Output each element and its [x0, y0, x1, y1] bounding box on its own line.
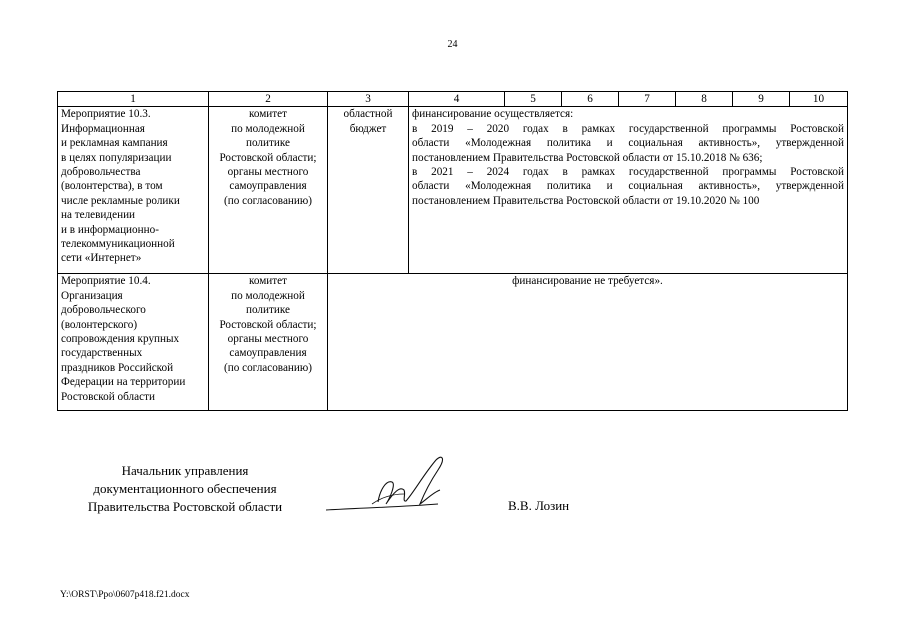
header-cell-7: 7	[619, 92, 676, 107]
activity-text: (волонтерства), в том	[61, 180, 163, 193]
activity-text: добровольчества	[61, 166, 141, 179]
activity-text: Федерации на территории	[61, 376, 186, 389]
header-cell-9: 9	[733, 92, 790, 107]
header-cell-1: 1	[58, 92, 209, 107]
financing-not-required-cell: финансирование не требуется».	[328, 274, 848, 411]
financing-text: области «Молодежная политика и социальная активность», утвержденной	[412, 137, 844, 150]
handwritten-signature	[320, 452, 470, 514]
financing-text: области «Молодежная политика и социальная активность», утвержденной	[412, 180, 844, 193]
executor-text: комитет	[248, 275, 288, 288]
financing-text: в 2019 – 2020 годах в рамках государственной программы Ростовской	[412, 122, 844, 135]
header-cell-10: 10	[790, 92, 848, 107]
position-line: документационного обеспечения	[93, 481, 277, 496]
header-cell-3: 3	[328, 92, 409, 107]
executor-text: самоуправления	[229, 347, 307, 360]
activity-text: праздников Российской	[61, 361, 174, 374]
activity-name-cell	[58, 107, 209, 274]
financing-text: в 2021 – 2024 годах в рамках государственной программы Ростовской	[412, 166, 844, 179]
financing-text: постановлением Правительства Ростовской области от 19.10.2020 № 100	[412, 194, 760, 207]
activity-text: на телевидении	[61, 209, 136, 222]
funding-source-cell	[328, 107, 409, 274]
position-line: Правительства Ростовской области	[87, 499, 283, 514]
financing-cell	[409, 107, 848, 274]
financing-text: постановлением Правительства Ростовской области от 15.10.2018 № 636;	[412, 151, 763, 164]
table-row	[58, 107, 848, 274]
program-table	[57, 91, 848, 411]
activity-text: сопровождения крупных	[61, 333, 180, 346]
executor-text: Ростовской области;	[219, 318, 317, 331]
signatory-position	[60, 462, 310, 516]
activity-text: государственных	[61, 347, 143, 360]
header-cell-5: 5	[505, 92, 562, 107]
executor-text: органы местного	[227, 166, 309, 179]
header-cell-8: 8	[676, 92, 733, 107]
header-cell-4: 4	[409, 92, 505, 107]
activity-text: (волонтерского)	[61, 318, 138, 331]
activity-text: телекоммуникационной	[61, 238, 175, 251]
activity-text: добровольческого	[61, 304, 146, 317]
activity-text: Мероприятие 10.4.	[61, 275, 151, 288]
table-row	[58, 274, 848, 411]
executor-text: по молодежной	[231, 289, 305, 302]
table-header-row	[58, 92, 848, 107]
activity-text: числе рекламные ролики	[61, 194, 180, 207]
page-number: 24	[447, 39, 458, 50]
activity-text: и в информационно-	[61, 223, 159, 236]
executor-text: политике	[245, 137, 290, 150]
header-cell-6: 6	[562, 92, 619, 107]
executor-text: (по согласованию)	[224, 194, 312, 207]
position-line: Начальник управления	[121, 463, 249, 478]
activity-text: сети «Интернет»	[61, 252, 142, 265]
activity-text: в целях популяризации	[61, 151, 172, 164]
executor-text: комитет	[248, 108, 288, 121]
executor-text: политике	[245, 304, 290, 317]
activity-text: и рекламная кампания	[61, 137, 168, 150]
activity-text: Мероприятие 10.3.	[61, 108, 151, 121]
header-cell-2: 2	[209, 92, 328, 107]
activity-text: Организация	[61, 289, 123, 302]
funding-source-text: областной	[343, 108, 393, 121]
signer-name: В.В. Лозин	[508, 498, 570, 513]
activity-name-cell	[58, 274, 209, 411]
funding-source-text: бюджет	[349, 122, 387, 135]
executor-text: самоуправления	[229, 180, 307, 193]
executor-text: по молодежной	[231, 122, 305, 135]
file-path: Y:\ORST\Ppo\0607p418.f21.docx	[60, 590, 190, 600]
executor-cell	[209, 274, 328, 411]
executor-text: органы местного	[227, 333, 309, 346]
executor-text: Ростовской области;	[219, 151, 317, 164]
executor-cell	[209, 107, 328, 274]
activity-text: Ростовской области	[61, 390, 155, 403]
executor-text: (по согласованию)	[224, 361, 312, 374]
financing-text: финансирование осуществляется:	[412, 108, 574, 121]
activity-text: Информационная	[61, 122, 145, 135]
